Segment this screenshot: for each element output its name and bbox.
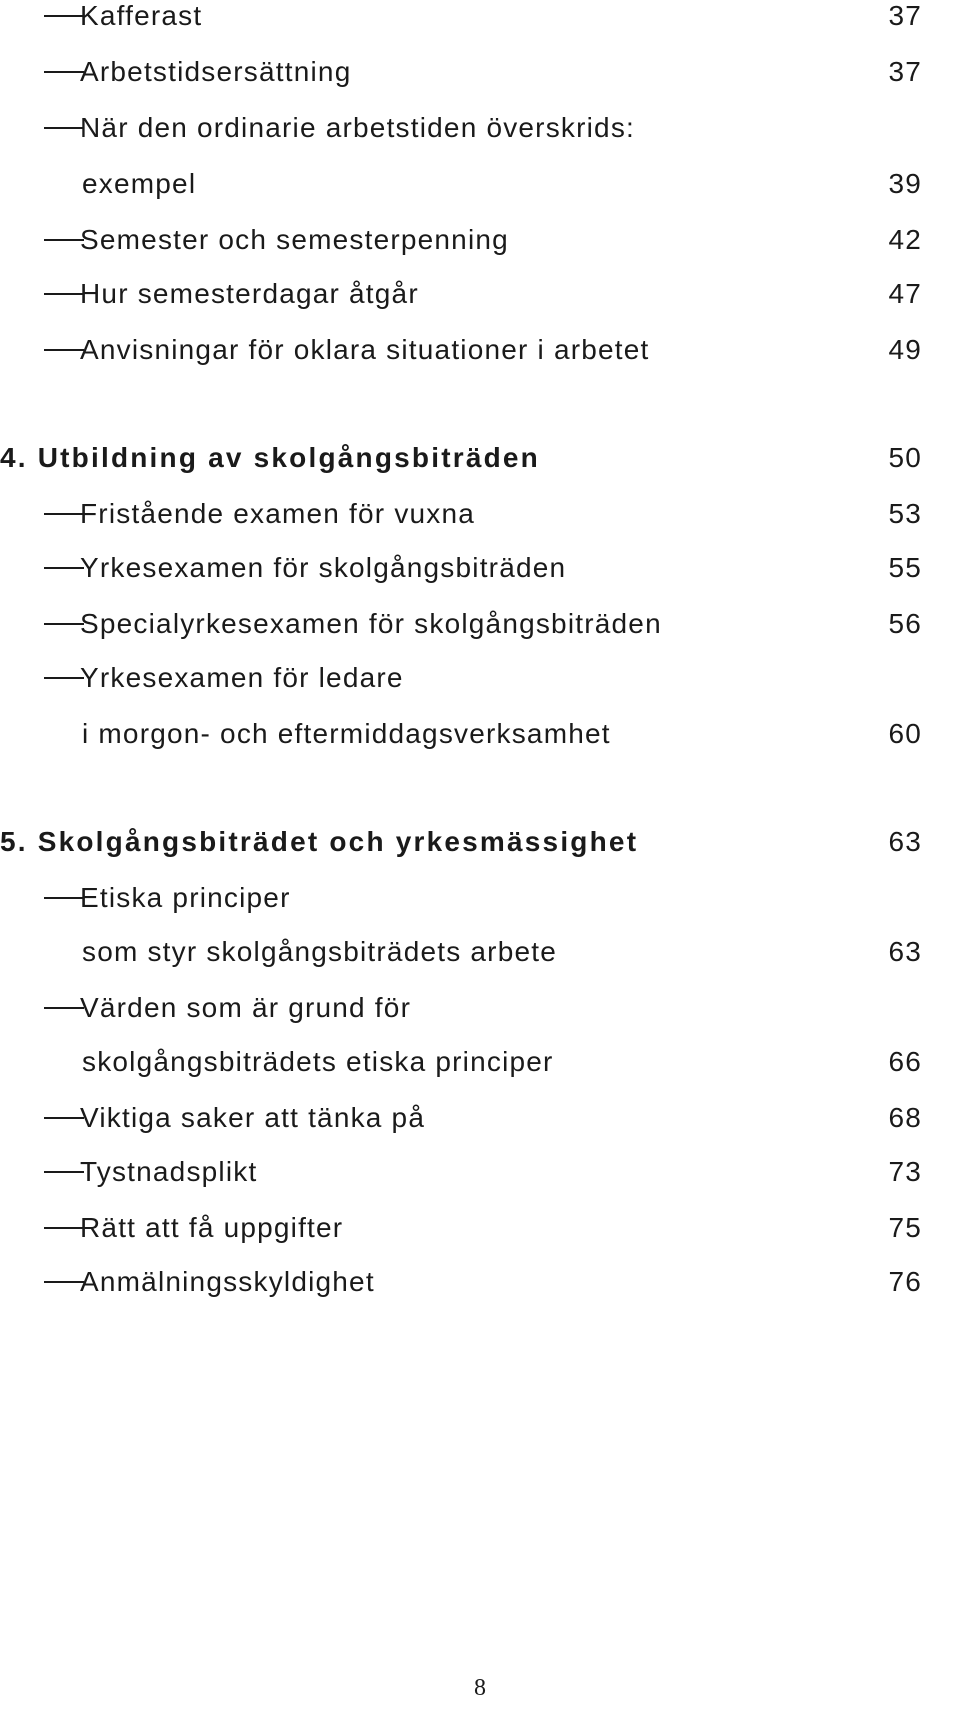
toc-entry-page: 73 bbox=[888, 1156, 922, 1187]
toc-entry bbox=[0, 330, 960, 370]
toc-entry-page: 76 bbox=[888, 1266, 922, 1297]
dash-icon bbox=[44, 15, 84, 17]
toc-entry-page: 75 bbox=[888, 1212, 922, 1243]
toc-entry-text: Anmälningsskyldighet bbox=[80, 1266, 375, 1297]
dash-icon bbox=[44, 1281, 84, 1283]
toc-entry bbox=[0, 274, 960, 314]
dash-icon bbox=[44, 239, 84, 241]
toc-entry-text: exempel bbox=[82, 168, 197, 199]
toc-entry bbox=[0, 494, 960, 534]
toc-entry-text: Viktiga saker att tänka på bbox=[80, 1102, 426, 1133]
toc-entry-text: Rätt att få uppgifter bbox=[80, 1212, 344, 1243]
toc-entry bbox=[0, 604, 960, 644]
toc-entry-page: 49 bbox=[888, 334, 922, 365]
toc-entry bbox=[0, 548, 960, 588]
toc-entry-continuation bbox=[0, 714, 960, 754]
toc-entry-page: 55 bbox=[888, 552, 922, 583]
toc-entry-text: Anvisningar för oklara situationer i arbetet bbox=[80, 334, 650, 365]
toc-entry-page: 47 bbox=[888, 278, 922, 309]
toc-entry-continuation bbox=[0, 932, 960, 972]
dash-icon bbox=[44, 513, 84, 515]
toc-entry-page: 42 bbox=[888, 224, 922, 255]
toc-entry-text: skolgångsbiträdets etiska principer bbox=[82, 1046, 554, 1077]
toc-entry-text: Etiska principer bbox=[80, 882, 291, 913]
toc-entry-continuation bbox=[0, 164, 960, 204]
page-number: 8 bbox=[474, 1675, 486, 1701]
toc-entry-text: Yrkesexamen för skolgångsbiträden bbox=[80, 552, 567, 583]
section-heading-text: 5. Skolgångsbiträdet och yrkesmässighet bbox=[0, 826, 639, 857]
toc-entry-page: 63 bbox=[888, 936, 922, 967]
dash-icon bbox=[44, 623, 84, 625]
section-heading-page: 63 bbox=[888, 826, 922, 857]
dash-icon bbox=[44, 677, 84, 679]
toc-entry-page: 60 bbox=[888, 718, 922, 749]
dash-icon bbox=[44, 1227, 84, 1229]
toc-entry bbox=[0, 1208, 960, 1248]
toc-entry bbox=[0, 1152, 960, 1192]
section-heading-5 bbox=[0, 822, 960, 862]
dash-icon bbox=[44, 127, 84, 129]
toc-entry-text: Yrkesexamen för ledare bbox=[80, 662, 404, 693]
toc-entry-text: Tystnadsplikt bbox=[80, 1156, 258, 1187]
toc-entry bbox=[0, 1262, 960, 1302]
toc-entry-page: 53 bbox=[888, 498, 922, 529]
toc-entry-page: 66 bbox=[888, 1046, 922, 1077]
toc-entry-text: Semester och semesterpenning bbox=[80, 224, 509, 255]
toc-entry bbox=[0, 878, 960, 918]
toc-entry-text: Specialyrkesexamen för skolgångsbiträden bbox=[80, 608, 662, 639]
section-heading-text: 4. Utbildning av skolgångsbiträden bbox=[0, 442, 540, 473]
toc-entry-text: Värden som är grund för bbox=[80, 992, 412, 1023]
section-heading-4 bbox=[0, 438, 960, 478]
toc-entry bbox=[0, 0, 960, 36]
dash-icon bbox=[44, 567, 84, 569]
toc-entry-continuation bbox=[0, 1042, 960, 1082]
toc-entry-text: i morgon- och eftermiddagsverksamhet bbox=[82, 718, 611, 749]
toc-entry-text: Arbetstidsersättning bbox=[80, 56, 352, 87]
dash-icon bbox=[44, 349, 84, 351]
dash-icon bbox=[44, 293, 84, 295]
toc-entry-text: Hur semesterdagar åtgår bbox=[80, 278, 419, 309]
toc-entry-page: 37 bbox=[888, 56, 922, 87]
toc-entry-page: 37 bbox=[888, 0, 922, 31]
toc-entry-text: som styr skolgångsbiträdets arbete bbox=[82, 936, 558, 967]
toc-entry bbox=[0, 108, 960, 148]
toc-entry bbox=[0, 1098, 960, 1138]
toc-entry-text: Kafferast bbox=[80, 0, 203, 31]
section-heading-page: 50 bbox=[888, 442, 922, 473]
toc-entry bbox=[0, 52, 960, 92]
toc-entry-page: 68 bbox=[888, 1102, 922, 1133]
toc-entry-text: När den ordinarie arbetstiden överskrids: bbox=[80, 112, 636, 143]
dash-icon bbox=[44, 1171, 84, 1173]
toc-entry bbox=[0, 658, 960, 698]
toc-entry bbox=[0, 988, 960, 1028]
dash-icon bbox=[44, 1007, 84, 1009]
dash-icon bbox=[44, 897, 84, 899]
dash-icon bbox=[44, 1117, 84, 1119]
toc-entry-page: 39 bbox=[888, 168, 922, 199]
toc-entry-text: Fristående examen för vuxna bbox=[80, 498, 476, 529]
toc-entry bbox=[0, 220, 960, 260]
toc-entry-page: 56 bbox=[888, 608, 922, 639]
dash-icon bbox=[44, 71, 84, 73]
